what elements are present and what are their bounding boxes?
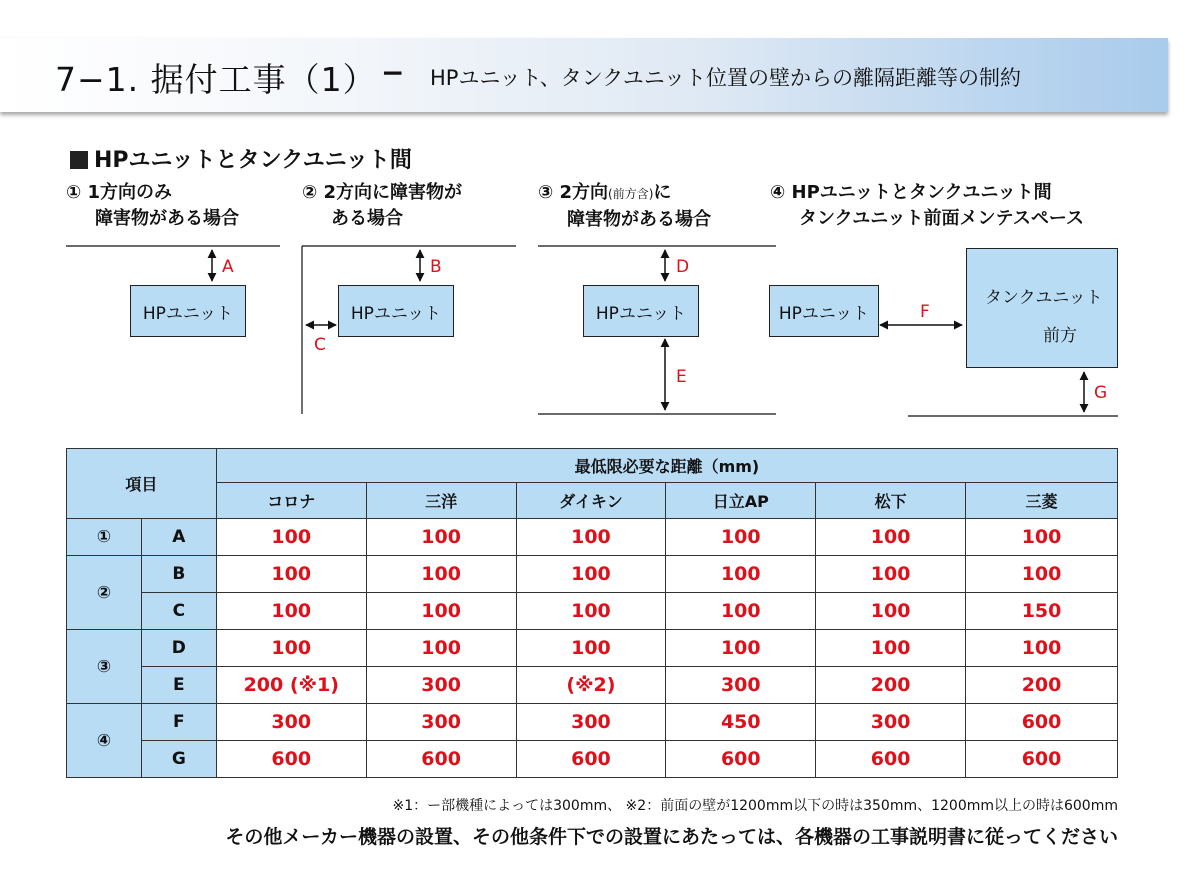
row-key: C <box>141 593 216 630</box>
value-cell: 100 <box>666 630 816 667</box>
value-cell: 300 <box>666 667 816 704</box>
label-b: B <box>430 257 442 277</box>
group-label: ① <box>67 519 142 556</box>
case-4-hp-unit: HPユニット <box>769 285 879 337</box>
value-cell: 150 <box>966 593 1118 630</box>
page-subtitle: HPユニット、タンクユニット位置の壁からの離隔距離等の制約 <box>430 66 1022 90</box>
value-cell: 100 <box>666 519 816 556</box>
distance-group-header: 最低限必要な距離（mm) <box>216 449 1117 483</box>
label-c: C <box>314 335 326 355</box>
case-3-hp-unit: HPユニット <box>583 285 699 337</box>
label-g: G <box>1094 383 1108 403</box>
value-cell: 600 <box>216 741 366 778</box>
table-row <box>67 519 1118 556</box>
footnote: ※1：ー部機種によっては300mm、 ※2：前面の壁が1200mm以下の時は350mm、1200mm以上の時は600mm <box>392 798 1118 814</box>
value-cell: 100 <box>516 630 666 667</box>
group-label: ③ <box>67 630 142 704</box>
value-cell: 300 <box>516 704 666 741</box>
group-label: ② <box>67 556 142 630</box>
value-cell: 200 <box>966 667 1118 704</box>
value-cell: 300 <box>366 704 516 741</box>
table-row <box>67 630 1118 667</box>
case-2-hp-unit: HPユニット <box>338 285 454 337</box>
value-cell: 100 <box>666 593 816 630</box>
value-cell: 100 <box>816 556 966 593</box>
value-cell: 600 <box>366 741 516 778</box>
row-key: F <box>141 704 216 741</box>
label-f: F <box>920 302 930 322</box>
case-3-line1-small: (前方含) <box>608 187 654 201</box>
value-cell: 600 <box>966 741 1118 778</box>
row-key: G <box>141 741 216 778</box>
label-a: A <box>222 257 234 277</box>
value-cell: 100 <box>216 519 366 556</box>
table-row <box>67 704 1118 741</box>
table-row <box>67 667 1118 704</box>
maker-header: コロナ <box>216 483 366 519</box>
distance-table <box>66 448 1118 778</box>
value-cell: 100 <box>366 593 516 630</box>
value-cell: 100 <box>366 556 516 593</box>
tank-unit <box>966 248 1118 368</box>
case-3-line1b: に <box>653 182 672 203</box>
front-label: 前方 <box>1043 326 1077 346</box>
page-title: 7−1. 据付工事（1） <box>55 60 377 99</box>
label-e: E <box>676 367 687 387</box>
case-3-line2: 障害物がある場合 <box>567 209 711 230</box>
case-1-line2: 障害物がある場合 <box>95 208 239 229</box>
maker-header: 松下 <box>816 483 966 519</box>
value-cell: 100 <box>816 630 966 667</box>
case-1-hp-unit: HPユニット <box>130 285 246 337</box>
case-4-line2: タンクユニット前面メンテスペース <box>799 208 1084 229</box>
row-key: A <box>141 519 216 556</box>
label-d: D <box>676 257 690 277</box>
value-cell: 100 <box>216 630 366 667</box>
table-row <box>67 741 1118 778</box>
value-cell: 100 <box>366 519 516 556</box>
value-cell: 100 <box>216 556 366 593</box>
maker-header: 三菱 <box>966 483 1118 519</box>
value-cell: 100 <box>666 556 816 593</box>
tank-unit-label: タンクユニット <box>985 288 1103 308</box>
value-cell: 450 <box>666 704 816 741</box>
row-key: B <box>141 556 216 593</box>
value-cell: 300 <box>816 704 966 741</box>
section-heading-text: HPユニットとタンクユニット間 <box>94 148 412 173</box>
group-label: ④ <box>67 704 142 778</box>
value-cell: (※2) <box>516 667 666 704</box>
case-2-line2: ある場合 <box>331 208 403 229</box>
row-key: D <box>141 630 216 667</box>
value-cell: 600 <box>816 741 966 778</box>
title-dash: − <box>381 56 405 89</box>
value-cell: 100 <box>366 630 516 667</box>
case-3-line1a: ③ 2方向 <box>538 182 609 203</box>
value-cell: 100 <box>966 630 1118 667</box>
case-2-line1: ② 2方向に障害物が <box>302 182 463 203</box>
instruction-note: その他メーカー機器の設置、その他条件下での設置にあたっては、各機器の工事説明書に従ってください <box>225 826 1118 848</box>
value-cell: 600 <box>966 704 1118 741</box>
item-header: 項目 <box>67 449 217 519</box>
value-cell: 100 <box>816 593 966 630</box>
table-row <box>67 556 1118 593</box>
value-cell: 100 <box>966 519 1118 556</box>
value-cell: 600 <box>666 741 816 778</box>
value-cell: 300 <box>216 704 366 741</box>
value-cell: 200 (※1) <box>216 667 366 704</box>
value-cell: 100 <box>816 519 966 556</box>
table-row <box>67 593 1118 630</box>
case-1-line1: ① 1方向のみ <box>66 182 173 203</box>
row-key: E <box>141 667 216 704</box>
value-cell: 100 <box>516 519 666 556</box>
value-cell: 100 <box>966 556 1118 593</box>
value-cell: 600 <box>516 741 666 778</box>
case-4-line1: ④ HPユニットとタンクユニット間 <box>770 182 1052 203</box>
value-cell: 200 <box>816 667 966 704</box>
maker-header: ダイキン <box>516 483 666 519</box>
value-cell: 100 <box>516 556 666 593</box>
maker-header: 三洋 <box>366 483 516 519</box>
value-cell: 100 <box>216 593 366 630</box>
value-cell: 300 <box>366 667 516 704</box>
value-cell: 100 <box>516 593 666 630</box>
maker-header: 日立AP <box>666 483 816 519</box>
